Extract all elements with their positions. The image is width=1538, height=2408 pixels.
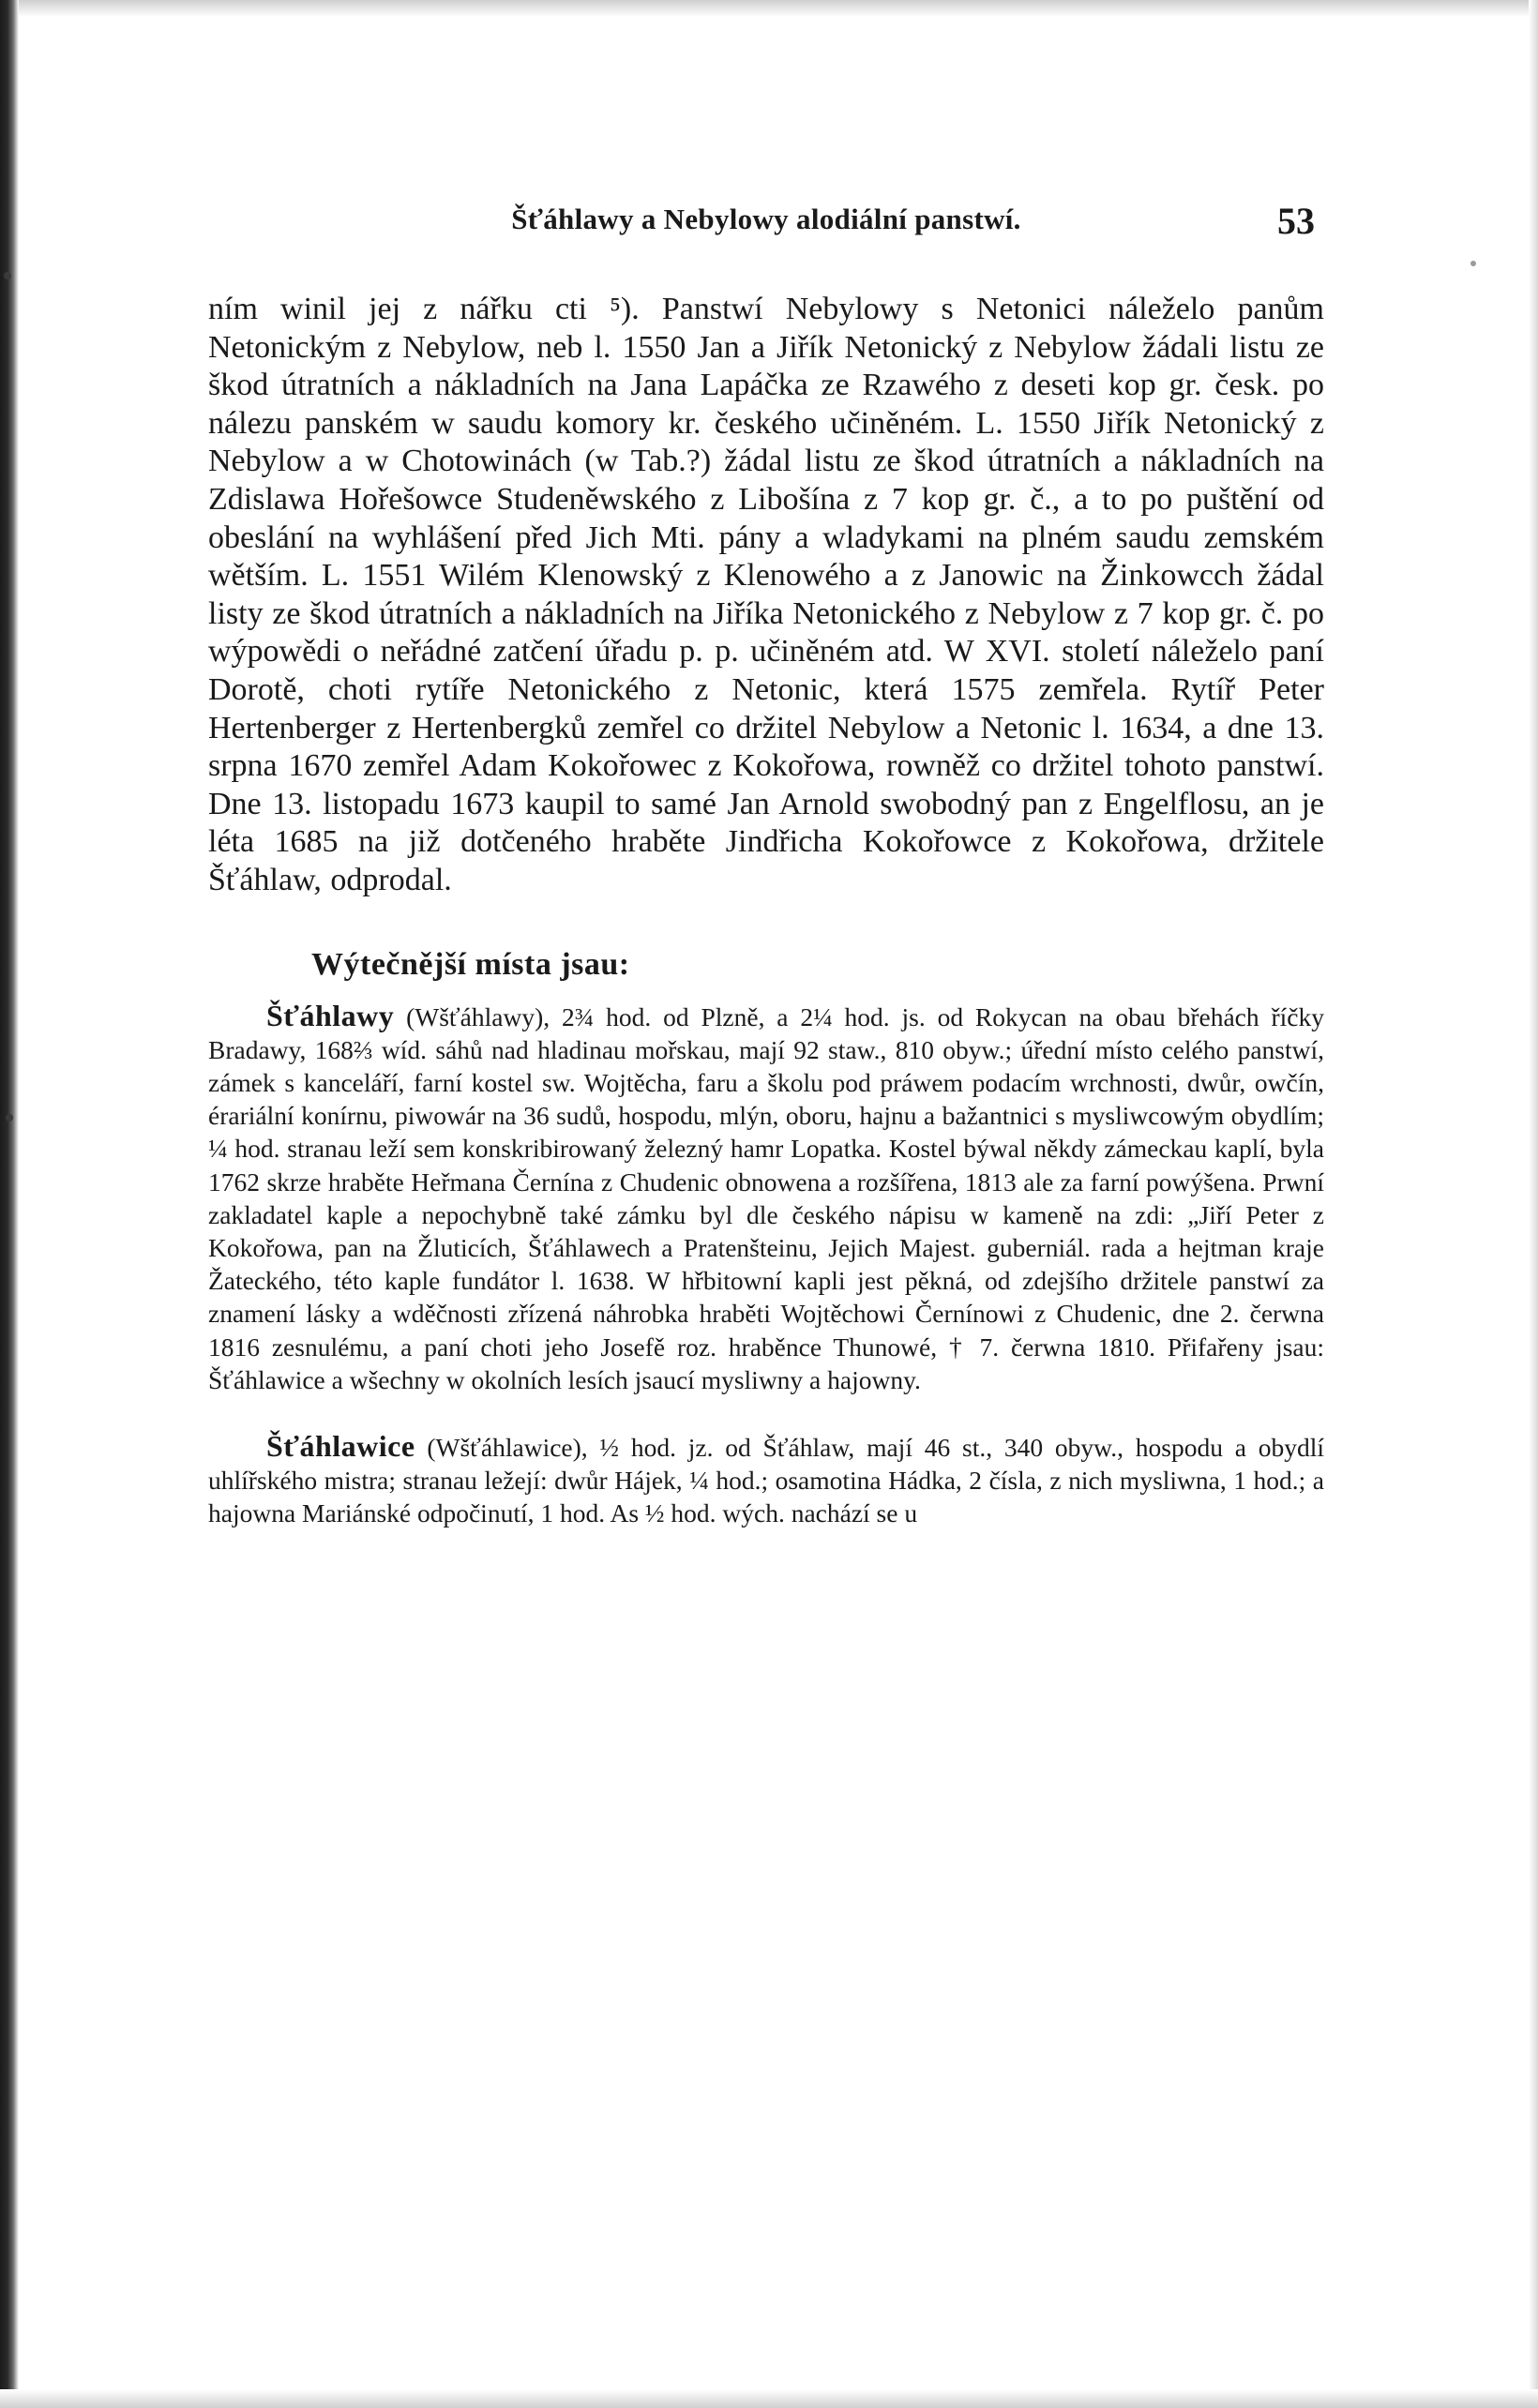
entry-title: Šťáhlawy [266, 998, 395, 1032]
section-heading: Wýtečnější místa jsau: [311, 946, 630, 982]
entry-title: Šťáhlawice [266, 1428, 415, 1463]
page-number: 53 [1277, 200, 1315, 242]
entry-text: (Wšťáhlawy), 2¾ hod. od Plzně, a 2¼ hod. js. od Rokycan na obau břehách říčky Bradawy, 168⅔ wíd. sáhů nad hladinau mořskau, mají 92 staw., 810 obyw.; úřední místo celého panstwí, zámek s kanceláří, farní kostel sw. Wojtěcha, faru a školu pod práwem podacím wrchnosti, dwůr, owčín, érariální konírnu, piwowár na 36 sudů, hospodu, mlýn, oboru, hajnu a bažantnici s mysliwcowým obydlím; ¼ hod. stranau leží sem konskribirowaný železný hamr Lopatka. Kostel býwal někdy zámeckau kaplí, byla 1762 skrze hraběte Heřmana Černína z Chudenic obnowena a rozšířena, 1813 ale za farní powýšena. Prwní zakladatel kaple a nepochybně také zámku byl dle českého nápisu w kameně na zdi: „Jiří Peter z Kokořowa, pan na Žluticích, Šťáhlawech a Pratenšteinu, Jejich Majest. guberniál. rada a hejtman kraje Žateckého, této kaple fundátor l. 1638. W hřbitowní kapli jest pěkná, od zdejšího držitele panstwí za znamení lásky a wděčnosti zřízená náhrobka hraběti Wojtěchowi Černínowi z Chudenic, dne 2. čerwna 1816 zesnulému, a paní choti jeho Josefě roz. hraběnce Thunowé, † 7. čerwna 1810. Přifařeny jsau: Šťáhlawice a wšechny w okolních lesích jsaucí mysliwny a hajowny. [208, 1001, 1324, 1394]
intro-paragraph: ním winil jej z nářku cti ⁵). Panstwí Nebylowy s Netonici náleželo panům Netonickým z Nebylow, neb l. 1550 Jan a Jiřík Netonický z Nebylow žádali listu ze škod útratních a nákladních na Jana Lapáčka ze Rzawého z deseti kop gr. česk. po nálezu panském w saudu komory kr. českého učiněném. L. 1550 Jiřík Netonický z Nebylow a w Chotowinách (w Tab.?) žádal listu ze škod útratních a nákladních na Zdislawa Hořešowce Studeněwského z Libošína z 7 kop gr. č., a to po puštění od obeslání na wyhlášení před Jich Mti. pány a wladykami na plném saudu zemském wětším. L. 1551 Wilém Klenowský z Klenowého a z Janowic na Žinkowcch žádal listy ze škod útratních a nákladních na Jiříka Netonického z Nebylow z 7 kop gr. č. po wýpowědi o neřádné zatčení úřadu p. p. učiněném atd. W XVI. století náleželo paní Dorotě, choti rytíře Netonického z Netonic, která 1575 zemřela. Rytíř Peter Hertenberger z Hertenbergků zemřel co držitel Nebylow a Netonic l. 1634, a dne 13. srpna 1670 zemřel Adam Kokořowec z Kokořowa, rowněž co držitel tohoto panstwí. Dne 13. listopadu 1673 kaupil to samé Jan Arnold swobodný pan z Engelflosu, an je léta 1685 na již dotčeného hraběte Jindřicha Kokořowce z Kokořowa, držitele Šťáhlaw, odprodal. [208, 292, 1324, 897]
scan-binding-edge [0, 0, 19, 2408]
scan-top-edge [0, 0, 1538, 17]
scan-bottom-edge [0, 2389, 1538, 2408]
entry-stahlawice [208, 1430, 1324, 1530]
running-title: Šťáhlawy a Nebylowy alodiální panstwí. [511, 203, 1021, 235]
scan-speck [4, 272, 11, 279]
entry-text: (Wšťáhlawice), ½ hod. jz. od Šťáhlaw, mají 46 st., 340 obyw., hospodu a obydlí uhlířského mistra; stranau ležejí: dwůr Hájek, ¼ hod.; osamotina Hádka, 2 čísla, z nich mysliwna, 1 hod.; a hajowna Mariánské odpočinutí, 1 hod. As ½ hod. wých. nachází se u [208, 1432, 1324, 1528]
scan-speck [1470, 261, 1476, 266]
entry-stahlawy [208, 1000, 1324, 1396]
book-page [208, 200, 1324, 1530]
page-header [208, 200, 1324, 263]
scan-right-edge [1529, 0, 1538, 2408]
scan-speck [6, 1114, 13, 1121]
